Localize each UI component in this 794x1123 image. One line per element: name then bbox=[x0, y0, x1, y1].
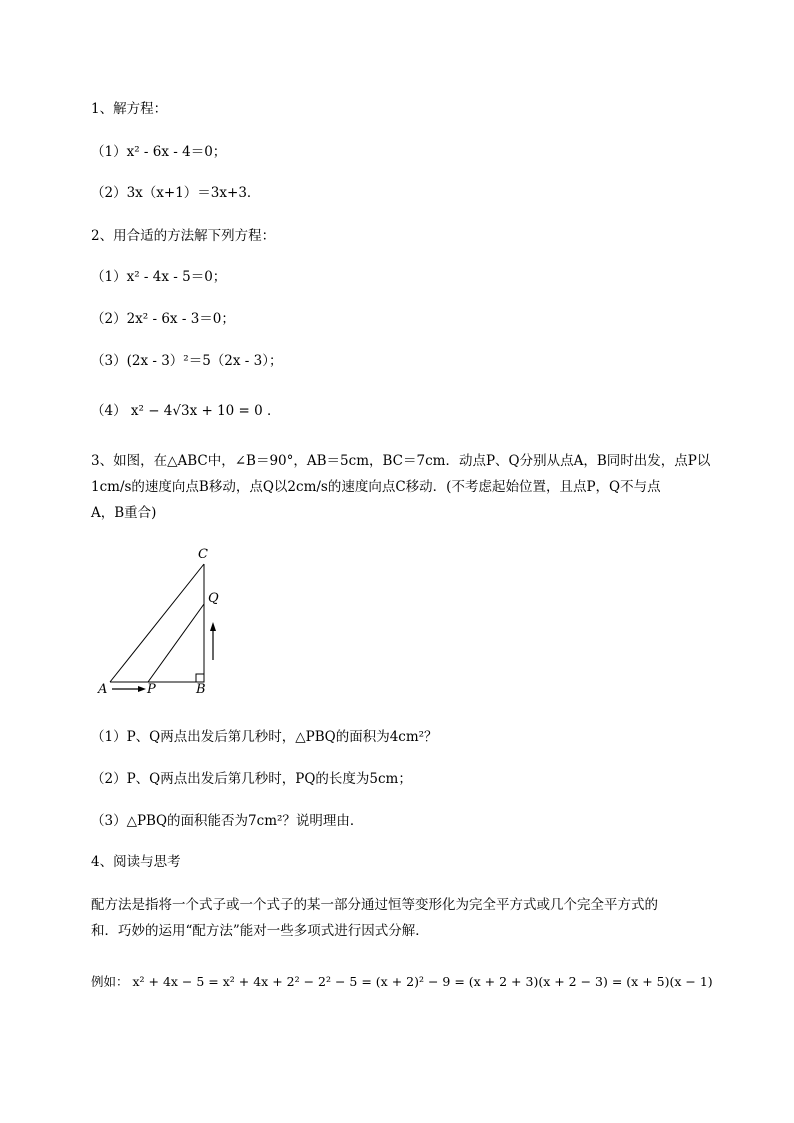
arrow-right-icon bbox=[138, 686, 146, 692]
label-b: B bbox=[196, 682, 206, 697]
label-c: C bbox=[198, 547, 208, 562]
q2-item-3: （3）(2x - 3）²＝5（2x - 3）； bbox=[91, 353, 283, 369]
q2-item-2: （2）2x² - 6x - 3＝0； bbox=[91, 311, 235, 327]
q4-para-line-1: 配方法是指将一个式子或一个式子的某一部分通过恒等变形化为完全平方式或几个完全平方式的 bbox=[91, 897, 658, 913]
q1-item-2: （2）3x（x+1）＝3x+3． bbox=[91, 185, 261, 201]
q1-title: 1、解方程： bbox=[91, 101, 168, 117]
q2-title: 2、用合适的方法解下列方程： bbox=[91, 228, 276, 244]
segment-pq bbox=[148, 604, 204, 682]
q4-title: 4、阅读与思考 bbox=[91, 854, 181, 870]
q3-item-2: （2）P、Q两点出发后第几秒时，PQ的长度为5cm； bbox=[91, 771, 412, 787]
q3-stem-line-1: 3、如图，在△ABC中，∠B＝90°，AB＝5cm，BC＝7cm．动点P、Q分别从点A，B同时出发，点P以 bbox=[91, 453, 711, 469]
triangle-figure bbox=[96, 540, 236, 698]
q2-item-4: （4） x² − 4√3x + 10 = 0 ． bbox=[91, 403, 281, 419]
q4-example: 例如： x² + 4x − 5 = x² + 4x + 2² − 2² − 5 = (x + 2)² − 9 = (x + 2 + 3)(x + 2 − 3) = (x + 5)(x − 1) bbox=[91, 974, 713, 989]
q3-stem-line-3: A，B重合) bbox=[91, 505, 157, 521]
q4-para-line-2: 和．巧妙的运用“配方法”能对一些多项式进行因式分解． bbox=[91, 923, 429, 939]
label-p: P bbox=[147, 682, 156, 697]
label-a: A bbox=[98, 682, 108, 697]
right-angle-marker bbox=[196, 674, 204, 682]
q1-item-1: （1）x² - 6x - 4＝0； bbox=[91, 144, 227, 160]
label-q: Q bbox=[208, 591, 219, 606]
q3-item-1: （1）P、Q两点出发后第几秒时，△PBQ的面积为4cm²？ bbox=[91, 729, 438, 745]
q2-item-1: （1）x² - 4x - 5＝0； bbox=[91, 269, 227, 285]
arrow-up-icon bbox=[210, 622, 216, 631]
q3-stem-line-2: 1cm/s的速度向点B移动，点Q以2cm/s的速度向点C移动．(不考虑起始位置，且点P，Q不与点 bbox=[91, 479, 661, 495]
q3-item-3: （3）△PBQ的面积能否为7cm²？说明理由． bbox=[91, 813, 364, 829]
